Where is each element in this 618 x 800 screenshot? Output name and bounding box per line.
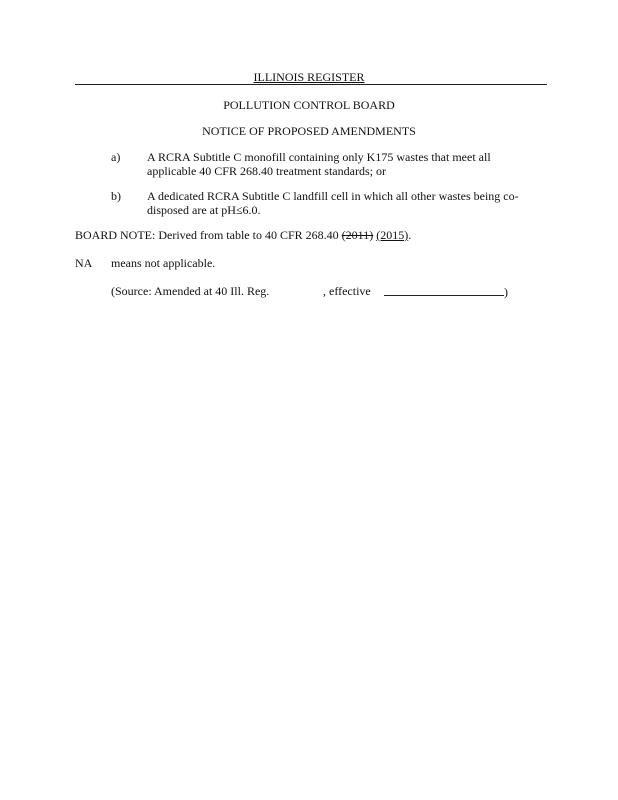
effective-date-line <box>384 284 504 296</box>
na-definition: means not applicable. <box>111 256 216 270</box>
board-note <box>75 228 411 242</box>
item-a-line1: A RCRA Subtitle C monofill containing only K175 wastes that meet all <box>147 150 491 164</box>
agency-title: POLLUTION CONTROL BOARD <box>223 98 395 112</box>
notice-title: NOTICE OF PROPOSED AMENDMENTS <box>202 124 416 138</box>
board-note-text: BOARD NOTE: Derived from table to 40 CFR 268.40 <box>75 228 342 242</box>
na-label: NA <box>75 256 93 270</box>
board-note-struck-year: (2011) <box>341 228 374 242</box>
source-date-blank <box>384 284 508 299</box>
register-title <box>0 70 618 84</box>
header-rule <box>75 84 547 85</box>
source-close: ) <box>504 285 508 299</box>
item-a-marker: a) <box>111 150 121 164</box>
item-b-marker: b) <box>111 189 121 203</box>
register-title-text: ILLINOIS REGISTER <box>253 70 365 84</box>
board-note-end: . <box>408 228 412 242</box>
board-note-inserted-year: (2015) <box>376 228 409 242</box>
source-effective: , effective <box>323 284 371 298</box>
item-b-line1: A dedicated RCRA Subtitle C landfill cell in which all other wastes being co- <box>147 189 519 203</box>
item-b-line2: disposed are at pH≤6.0. <box>147 203 261 217</box>
source-prefix: (Source: Amended at 40 Ill. Reg. <box>111 284 270 298</box>
item-a-line2: applicable 40 CFR 268.40 treatment standards; or <box>147 164 386 178</box>
